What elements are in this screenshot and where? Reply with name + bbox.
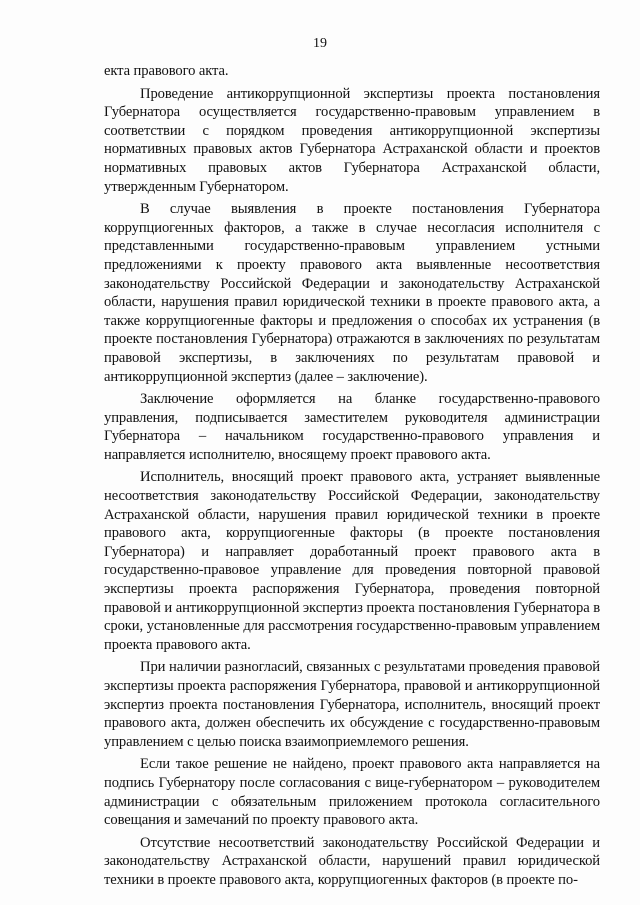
paragraph-conclusion-form: Заключение оформляется на бланке государственно-правового управления, подписывается заместителем руководителя администрации Губернатора – начальником государственно-правового управления и направляется исполнителю, вносящему проект правового акта. [104,391,600,463]
paragraph-continuation: екта правового акта. [104,63,229,79]
paragraph-anticorruption-review: Проведение антикоррупционной экспертизы проекта постановления Губернатора осуществляется государственно-правовым управлением в соответствии с порядком проведения антикоррупционной экспертизы нормативных правовых актов Губернатора Астраханской области и проектов нормативных правовых актов Губернатора Астраханской области, утвержденным Губернатором. [104,85,600,195]
paragraph-executor-corrections: Исполнитель, вносящий проект правового акта, устраняет выявленные несоответствия законодательству Российской Федерации, законодательству Астраханской области, нарушения правил юридической техники в проекте правового акта, коррупциогенные факторы (в проекте постановления Губернатора) и направляет доработанный проект правового акта в государственно-правовое управление для проведения повторной правовой экспертизы проекта распоряжения Губернатора, проведения повторной правовой и антикоррупционной экспертиз проекта постановления Губернатора в сроки, установленные для рассмотрения государственно-правовым управлением проекта правового акта. [104,469,600,653]
paragraph-absence-of-violations: Отсутствие несоответствий законодательству Российской Федерации и законодательству Астраханской области, нарушений правил юридической техники в проекте правового акта, коррупциогенных факторов (в проекте по- [104,834,600,888]
paragraph-corruption-factors: В случае выявления в проекте постановления Губернатора коррупциогенных факторов, а также в случае несогласия исполнителя с представленными государственно-правовым управлением устными предложениями к проекту правового акта выявленные несоответствия законодательству Российской Федерации и законодательству Астраханской области, нарушения правил юридической техники в проекте правового акта, а также коррупциогенные факторы и предложения о способах их устранения (в проекте постановления Губернатора) отражаются в заключениях по результатам правовой экспертизы, в заключениях по результатам правовой и антикоррупционной экспертиз (далее – заключение). [104,201,600,385]
page-number: 19 [313,36,327,51]
document-body [104,62,600,890]
paragraph-disagreements: При наличии разногласий, связанных с результатами проведения правовой экспертизы проекта распоряжения Губернатора, правовой и антикоррупционной экспертиз проекта постановления Губернатора, исполнитель, вносящий проект правового акта, должен обеспечить их обсуждение с государственно-правовым управлением с целью поиска взаимоприемлемого решения. [104,659,600,750]
paragraph-no-solution: Если такое решение не найдено, проект правового акта направляется на подпись Губернатору после согласования с вице-губернатором – руководителем администрации с обязательным приложением протокола согласительного совещания и замечаний по проекту правового акта. [104,756,600,829]
